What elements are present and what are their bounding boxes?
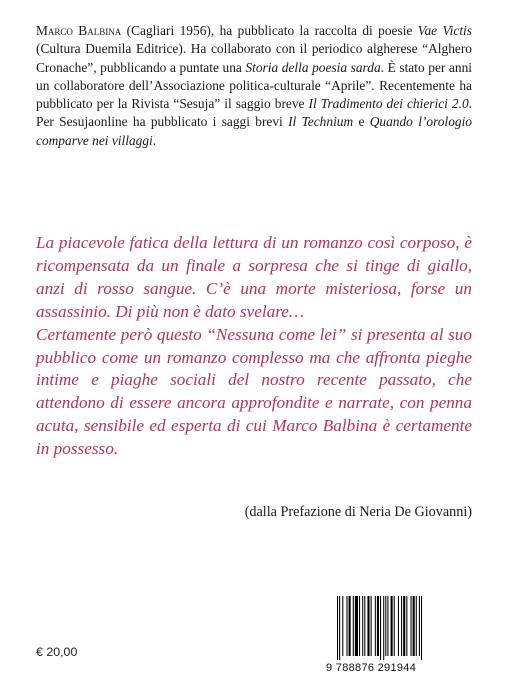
blurb-paragraph-2: Certamente però questo “Nessuna come lei” si presenta al suo pubblico come un romanzo complesso ma che affronta pieghe intime e piaghe sociali del nostro recente passato, che attendono di essere ancora approfondite e narrate, con penna acuta, sensibile ed esperta di cui Marco Balbina è certamente in possesso.	[36, 324, 472, 459]
author-name: Marco Balbina	[36, 23, 122, 38]
bio-text-6: .	[152, 132, 157, 148]
barcode-bar	[421, 596, 422, 660]
barcode-bar	[398, 596, 399, 656]
blurb	[36, 232, 472, 461]
barcode-bar	[406, 596, 407, 656]
barcode-bar	[339, 596, 340, 660]
barcode-bar	[375, 596, 376, 656]
bio-text-5: e	[353, 114, 370, 130]
barcode-bar	[362, 596, 363, 656]
price-label: € 20,00	[36, 645, 78, 659]
barcode-bar	[401, 596, 402, 656]
barcode-bar	[337, 596, 338, 660]
bio-text-1: (Cagliari 1956), ha pubblicato la raccolta di poesie	[121, 23, 418, 38]
barcode-bar	[377, 596, 379, 656]
barcode-bar	[371, 596, 372, 656]
barcode-bar	[367, 596, 369, 656]
author-bio	[36, 22, 472, 150]
barcode-bar	[349, 596, 351, 656]
essay-title-orologio: Quando l’orologio comparve nei villaggi	[36, 114, 472, 148]
author-bio-text	[36, 22, 472, 150]
barcode-bar	[391, 596, 393, 656]
barcode-bar	[394, 596, 395, 656]
bio-text-4: . Per Sesujaonline ha pubblicato i saggi brevi	[36, 96, 472, 130]
blurb-paragraph-1: La piacevole fatica della lettura di un romanzo così corposo, è ricompensata da un finale a sorpresa che si tinge di giallo, anzi di rosso sangue. C’è una morte misteriosa, forse un assassinio. Di più non è dato svelare…	[36, 233, 472, 321]
essay-title-technium: Il Technium	[288, 114, 354, 130]
barcode-bar	[359, 596, 360, 656]
barcode-bar	[385, 596, 386, 656]
barcode-bar	[380, 596, 381, 660]
barcode-bar	[419, 596, 420, 656]
barcode-bar	[355, 596, 358, 656]
blurb-attribution: (dalla Prefazione di Neria De Giovanni)	[244, 504, 472, 520]
barcode-bar	[353, 596, 354, 656]
essay-title-tradimento: Il Tradimento dei chierici 2.0	[308, 96, 469, 112]
barcode-bar	[342, 596, 343, 656]
barcode-bar	[383, 596, 384, 660]
bio-text-3: . È stato per anni un collaboratore dell’Associazione politica-culturale “Aprile”. Recentemente ha pubblicato per la Rivista “Sesuja” il saggio breve	[36, 59, 472, 112]
book-title-vae-victis: Vae Victis	[417, 23, 472, 38]
bio-text-2: (Cultura Duemila Editrice). Ha collaborato con il periodico algherese “Alghero Cronache”, pubblicando a puntate una	[36, 41, 472, 75]
isbn-digits: 9 788876 291944	[326, 662, 417, 674]
barcode-bar	[387, 596, 388, 656]
barcode-bar	[411, 596, 412, 656]
barcode-bar	[346, 596, 347, 656]
barcode-bar	[413, 596, 415, 656]
barcode-bar	[403, 596, 405, 656]
barcode-icon	[335, 596, 466, 660]
book-title-storia: Storia della poesia sarda	[245, 59, 381, 75]
isbn-barcode	[335, 596, 466, 660]
barcode-bar	[364, 596, 365, 656]
barcode-bar	[416, 596, 417, 656]
